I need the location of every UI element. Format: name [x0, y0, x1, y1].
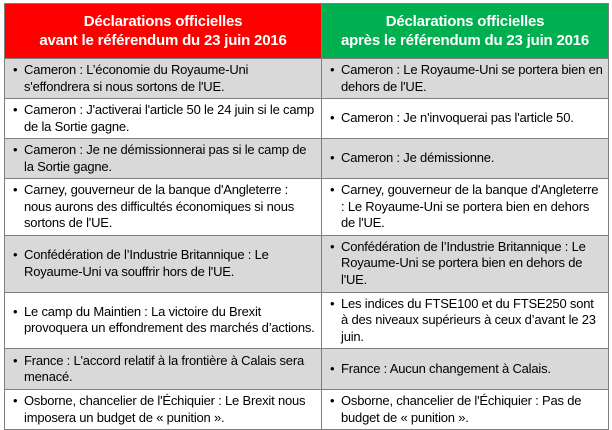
- statement-after: Osborne, chancelier de l'Échiquier : Pas de budget de « punition ».: [341, 393, 582, 425]
- brexit-statements-table: [4, 3, 609, 430]
- bullet-icon: •: [13, 393, 18, 408]
- header-before-line2: avant le référendum du 23 juin 2016: [39, 32, 287, 49]
- cell-before: [5, 59, 322, 99]
- bullet-icon: •: [13, 102, 18, 117]
- bullet-icon: •: [13, 303, 18, 319]
- cell-after: [322, 390, 609, 430]
- cell-before: [5, 349, 322, 390]
- statement-after: France : Aucun changement à Calais.: [341, 360, 551, 376]
- bullet-icon: •: [330, 182, 335, 197]
- bullet-icon: •: [330, 295, 335, 311]
- bullet-icon: •: [330, 62, 335, 77]
- table-row: [5, 179, 609, 236]
- cell-before: [5, 390, 322, 430]
- statement-before: France : L'accord relatif à la frontière à Calais sera menacé.: [24, 352, 304, 384]
- statement-after: Cameron : Je n'invoquerai pas l'article 50.: [341, 110, 574, 126]
- statement-before: Confédération de l’Industrie Britannique : Le Royaume-Uni va souffrir hors de l'UE.: [24, 247, 269, 279]
- cell-before: [5, 292, 322, 349]
- bullet-icon: •: [13, 182, 18, 197]
- bullet-icon: •: [13, 352, 18, 368]
- bullet-icon: •: [330, 393, 335, 408]
- comparison-table-container: [4, 3, 608, 430]
- cell-after: [322, 139, 609, 179]
- header-after-referendum: [322, 4, 609, 59]
- cell-after: [322, 349, 609, 390]
- statement-before: Cameron : L’économie du Royaume-Uni s'effondrera si nous sortons de l'UE.: [24, 62, 249, 94]
- header-after-line2: après le référendum du 23 juin 2016: [340, 32, 590, 49]
- cell-after: [322, 99, 609, 139]
- statement-before: Le camp du Maintien : La victoire du Brexit provoquera un effondrement des marchés d’actions.: [24, 303, 315, 336]
- header-before-referendum: [5, 4, 322, 59]
- table-row: [5, 292, 609, 349]
- bullet-icon: •: [13, 62, 18, 77]
- statement-after: Cameron : Le Royaume-Uni se portera bien en dehors de l'UE.: [341, 62, 603, 94]
- bullet-icon: •: [13, 247, 18, 262]
- header-row: [5, 4, 609, 59]
- cell-before: [5, 99, 322, 139]
- cell-before: [5, 139, 322, 179]
- header-before-line1: Déclarations officielles: [83, 13, 243, 30]
- cell-after: [322, 235, 609, 292]
- statement-before: Carney, gouverneur de la banque d'Angleterre : nous aurons des difficultés économiques si nous sortons de l'UE.: [24, 182, 295, 230]
- bullet-icon: •: [330, 360, 335, 376]
- table-row: [5, 390, 609, 430]
- statement-after: Cameron : Je démissionne.: [341, 150, 495, 166]
- table-row: [5, 99, 609, 139]
- cell-after: [322, 59, 609, 99]
- statement-before: Osborne, chancelier de l'Échiquier : Le Brexit nous imposera un budget de « punition ».: [24, 393, 306, 425]
- cell-before: [5, 235, 322, 292]
- bullet-icon: •: [13, 142, 18, 157]
- table-row: [5, 139, 609, 179]
- table-row: [5, 59, 609, 99]
- cell-after: [322, 292, 609, 349]
- bullet-icon: •: [330, 238, 335, 254]
- cell-after: [322, 179, 609, 236]
- bullet-icon: •: [330, 150, 335, 166]
- header-after-line1: Déclarations officielles: [385, 13, 545, 30]
- statement-before: Cameron : J'activerai l'article 50 le 24 juin si le camp de la Sortie gagne.: [24, 102, 315, 134]
- statement-after: Carney, gouverneur de la banque d'Angleterre : Le Royaume-Uni se portera bien en dehors de l'UE.: [341, 182, 599, 230]
- statement-after: Confédération de l’Industrie Britannique : Le Royaume-Uni se portera bien en dehors de l'UE.: [341, 238, 586, 287]
- statement-after: Les indices du FTSE100 et du FTSE250 sont à des niveaux supérieurs à ceux d’avant le 23 juin.: [341, 295, 596, 344]
- table-row: [5, 349, 609, 390]
- statement-before: Cameron : Je ne démissionnerai pas si le camp de la Sortie gagne.: [24, 142, 307, 174]
- cell-before: [5, 179, 322, 236]
- table-row: [5, 235, 609, 292]
- bullet-icon: •: [330, 110, 335, 126]
